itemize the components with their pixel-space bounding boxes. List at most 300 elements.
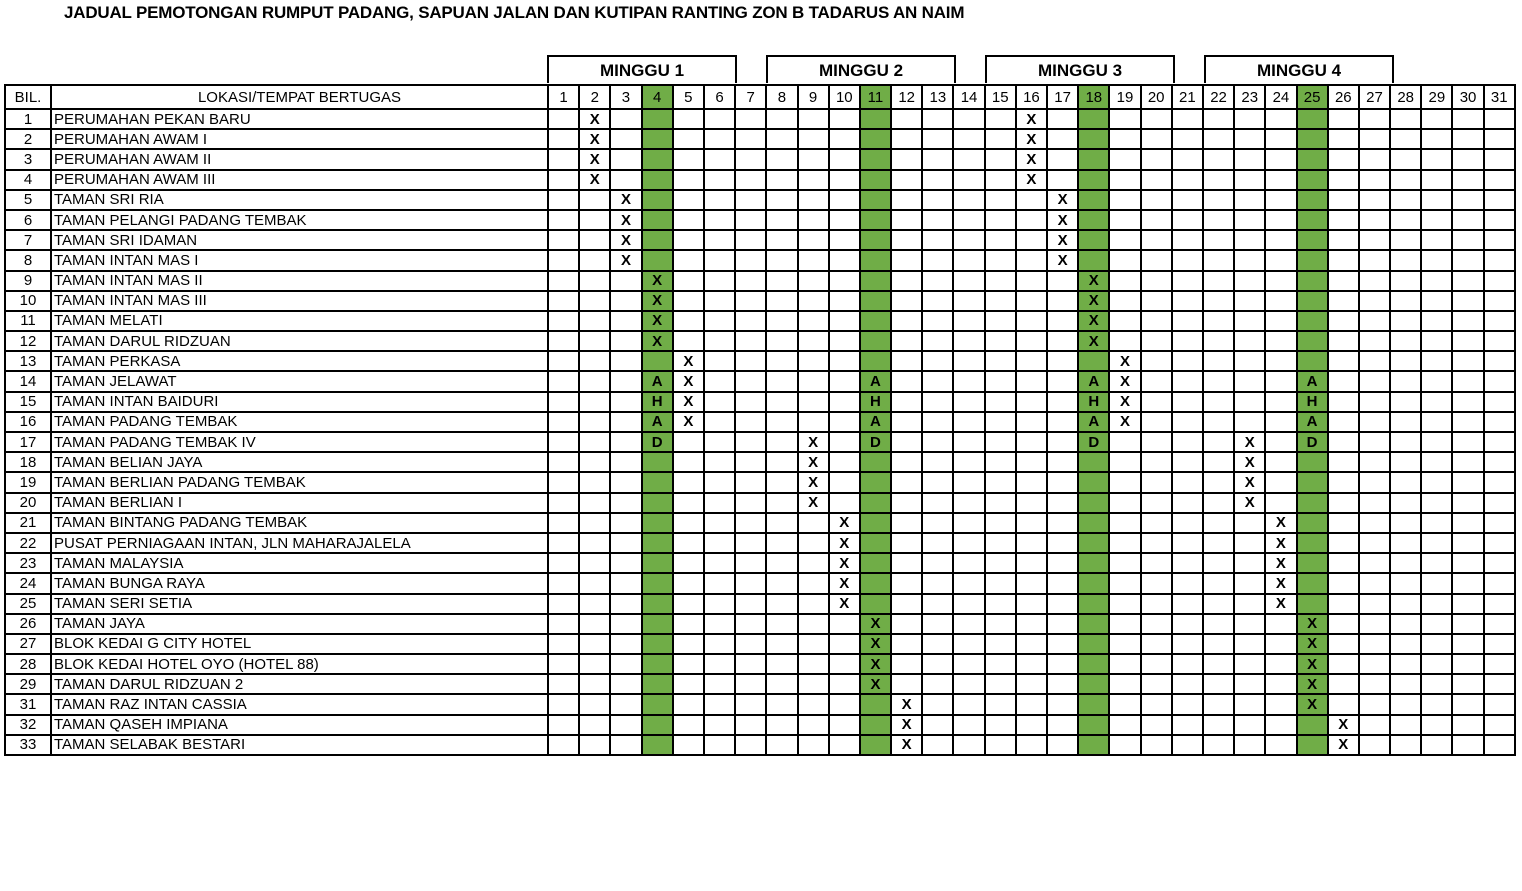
day-cell <box>1109 331 1140 351</box>
day-cell <box>1172 311 1203 331</box>
location-name: TAMAN BUNGA RAYA <box>51 573 548 593</box>
day-cell <box>1047 735 1078 755</box>
location-name: TAMAN INTAN BAIDURI <box>51 392 548 412</box>
table-row <box>5 594 1515 614</box>
day-cell <box>642 250 673 270</box>
day-cell <box>1016 432 1047 452</box>
day-cell <box>953 694 984 714</box>
day-cell <box>1265 109 1296 129</box>
day-cell <box>1047 392 1078 412</box>
day-cell <box>1141 190 1172 210</box>
day-cell <box>829 291 860 311</box>
day-cell <box>922 573 953 593</box>
day-cell <box>1234 715 1265 735</box>
day-cell <box>953 573 984 593</box>
schedule-mark: X <box>1234 432 1265 452</box>
day-cell <box>891 371 922 391</box>
day-cell <box>1203 553 1234 573</box>
day-cell <box>673 271 704 291</box>
day-cell <box>1078 694 1109 714</box>
day-cell <box>1297 533 1328 553</box>
location-name: PERUMAHAN AWAM I <box>51 129 548 149</box>
day-cell <box>1328 392 1359 412</box>
day-cell <box>735 452 766 472</box>
day-cell <box>1234 371 1265 391</box>
day-cell <box>860 573 891 593</box>
day-cell <box>1078 170 1109 190</box>
day-cell <box>1109 634 1140 654</box>
day-cell <box>673 533 704 553</box>
day-cell <box>1328 634 1359 654</box>
day-cell <box>579 291 610 311</box>
day-cell <box>891 674 922 694</box>
day-cell <box>766 331 797 351</box>
day-cell <box>642 553 673 573</box>
day-cell <box>1328 573 1359 593</box>
day-cell <box>985 250 1016 270</box>
day-cell <box>985 513 1016 533</box>
day-cell <box>548 513 579 533</box>
day-cell <box>829 715 860 735</box>
day-cell <box>735 210 766 230</box>
day-cell <box>1016 735 1047 755</box>
day-cell <box>891 594 922 614</box>
day-cell <box>1016 351 1047 371</box>
location-name: TAMAN BELIAN JAYA <box>51 452 548 472</box>
day-cell <box>579 694 610 714</box>
day-cell <box>735 634 766 654</box>
day-cell <box>673 109 704 129</box>
day-cell <box>704 452 735 472</box>
day-cell <box>953 190 984 210</box>
day-cell <box>798 573 829 593</box>
day-cell <box>922 432 953 452</box>
day-header-26: 26 <box>1328 85 1359 109</box>
day-cell <box>1016 291 1047 311</box>
day-cell <box>673 472 704 492</box>
day-cell <box>798 230 829 250</box>
day-cell <box>985 230 1016 250</box>
day-cell <box>1172 129 1203 149</box>
day-header-30: 30 <box>1452 85 1483 109</box>
row-number: 31 <box>5 694 51 714</box>
day-cell <box>1016 331 1047 351</box>
day-header-7: 7 <box>735 85 766 109</box>
day-cell <box>610 331 641 351</box>
day-cell <box>548 553 579 573</box>
day-cell <box>548 674 579 694</box>
day-cell <box>1109 594 1140 614</box>
day-cell <box>548 594 579 614</box>
day-cell <box>985 331 1016 351</box>
day-cell <box>548 250 579 270</box>
day-cell <box>642 614 673 634</box>
day-cell <box>1452 109 1483 129</box>
day-cell <box>891 149 922 169</box>
day-cell <box>704 250 735 270</box>
day-cell <box>829 392 860 412</box>
day-cell <box>922 311 953 331</box>
day-cell <box>829 190 860 210</box>
location-name: TAMAN RAZ INTAN CASSIA <box>51 694 548 714</box>
day-cell <box>1078 109 1109 129</box>
day-cell <box>829 170 860 190</box>
day-cell <box>891 533 922 553</box>
day-cell <box>704 715 735 735</box>
row-number: 3 <box>5 149 51 169</box>
day-cell <box>1016 230 1047 250</box>
day-cell <box>1016 694 1047 714</box>
day-cell <box>1234 230 1265 250</box>
day-cell <box>1234 674 1265 694</box>
day-cell <box>1016 493 1047 513</box>
day-cell <box>1141 149 1172 169</box>
day-cell <box>1359 432 1390 452</box>
day-cell <box>1047 432 1078 452</box>
day-cell <box>766 412 797 432</box>
schedule-mark: X <box>829 513 860 533</box>
day-cell <box>1047 573 1078 593</box>
day-cell <box>610 634 641 654</box>
day-cell <box>1203 170 1234 190</box>
day-header-14: 14 <box>953 85 984 109</box>
day-cell <box>1390 513 1421 533</box>
day-cell <box>985 210 1016 230</box>
day-cell <box>548 533 579 553</box>
day-cell <box>829 331 860 351</box>
day-cell <box>1297 250 1328 270</box>
day-cell <box>548 230 579 250</box>
day-cell <box>1452 331 1483 351</box>
day-cell <box>860 271 891 291</box>
day-cell <box>1016 553 1047 573</box>
day-cell <box>1297 493 1328 513</box>
day-cell <box>1078 735 1109 755</box>
day-cell <box>1421 715 1452 735</box>
day-cell <box>610 392 641 412</box>
day-cell <box>1359 472 1390 492</box>
day-cell <box>1421 230 1452 250</box>
day-cell <box>1328 533 1359 553</box>
day-cell <box>1203 371 1234 391</box>
day-cell <box>1421 250 1452 270</box>
day-cell <box>1141 351 1172 371</box>
day-cell <box>1390 412 1421 432</box>
day-cell <box>953 735 984 755</box>
schedule-mark: A <box>860 412 891 432</box>
day-cell <box>548 493 579 513</box>
day-cell <box>953 654 984 674</box>
day-cell <box>766 210 797 230</box>
table-row <box>5 533 1515 553</box>
day-cell <box>922 331 953 351</box>
day-cell <box>1078 553 1109 573</box>
schedule-mark: X <box>798 472 829 492</box>
day-cell <box>1047 674 1078 694</box>
day-cell <box>673 715 704 735</box>
day-cell <box>642 230 673 250</box>
schedule-mark: H <box>1297 392 1328 412</box>
week-1-header: MINGGU 1 <box>547 55 737 83</box>
day-cell <box>1109 553 1140 573</box>
location-name: PERUMAHAN AWAM III <box>51 170 548 190</box>
day-cell <box>1047 654 1078 674</box>
day-cell <box>829 371 860 391</box>
day-cell <box>1141 614 1172 634</box>
schedule-mark: X <box>642 271 673 291</box>
schedule-mark: A <box>1078 371 1109 391</box>
day-cell <box>1234 170 1265 190</box>
day-cell <box>1421 392 1452 412</box>
day-cell <box>1484 694 1515 714</box>
day-cell <box>1203 654 1234 674</box>
day-cell <box>953 594 984 614</box>
day-cell <box>735 129 766 149</box>
day-cell <box>766 149 797 169</box>
schedule-mark: X <box>1265 553 1296 573</box>
location-name: TAMAN SRI RIA <box>51 190 548 210</box>
day-cell <box>1328 351 1359 371</box>
day-cell <box>1141 452 1172 472</box>
day-cell <box>953 392 984 412</box>
schedule-mark: X <box>1234 493 1265 513</box>
day-cell <box>1452 694 1483 714</box>
day-cell <box>1109 573 1140 593</box>
day-cell <box>1390 614 1421 634</box>
row-number: 20 <box>5 493 51 513</box>
schedule-mark: X <box>860 634 891 654</box>
day-cell <box>1265 472 1296 492</box>
schedule-table <box>4 84 1516 756</box>
day-cell <box>1359 614 1390 634</box>
day-cell <box>673 634 704 654</box>
day-cell <box>1172 472 1203 492</box>
day-cell <box>1328 331 1359 351</box>
day-cell <box>1234 190 1265 210</box>
schedule-mark: X <box>1328 715 1359 735</box>
day-cell <box>1265 250 1296 270</box>
day-cell <box>704 190 735 210</box>
day-cell <box>1203 694 1234 714</box>
schedule-mark: X <box>1328 735 1359 755</box>
day-cell <box>1359 331 1390 351</box>
day-cell <box>829 674 860 694</box>
day-header-18: 18 <box>1078 85 1109 109</box>
day-cell <box>922 250 953 270</box>
day-cell <box>1047 271 1078 291</box>
day-cell <box>1421 594 1452 614</box>
day-cell <box>1359 371 1390 391</box>
schedule-mark: X <box>1078 271 1109 291</box>
day-cell <box>891 230 922 250</box>
day-cell <box>1452 170 1483 190</box>
day-cell <box>891 210 922 230</box>
day-cell <box>1297 594 1328 614</box>
day-cell <box>1141 291 1172 311</box>
day-cell <box>1078 250 1109 270</box>
day-cell <box>579 190 610 210</box>
day-cell <box>891 271 922 291</box>
location-name: PUSAT PERNIAGAAN INTAN, JLN MAHARAJALELA <box>51 533 548 553</box>
day-cell <box>1421 331 1452 351</box>
day-cell <box>922 735 953 755</box>
day-cell <box>1421 513 1452 533</box>
day-cell <box>1421 291 1452 311</box>
day-cell <box>922 190 953 210</box>
day-cell <box>642 129 673 149</box>
day-cell <box>985 109 1016 129</box>
day-cell <box>704 493 735 513</box>
day-cell <box>1203 674 1234 694</box>
day-cell <box>548 271 579 291</box>
day-header-3: 3 <box>610 85 641 109</box>
schedule-mark: X <box>829 573 860 593</box>
day-cell <box>922 371 953 391</box>
table-row <box>5 452 1515 472</box>
day-cell <box>1047 594 1078 614</box>
day-cell <box>642 472 673 492</box>
day-cell <box>1359 210 1390 230</box>
day-cell <box>1484 513 1515 533</box>
schedule-mark: X <box>829 533 860 553</box>
day-cell <box>766 250 797 270</box>
day-cell <box>798 190 829 210</box>
schedule-mark: X <box>673 412 704 432</box>
day-cell <box>1203 735 1234 755</box>
day-cell <box>1141 694 1172 714</box>
day-cell <box>1265 654 1296 674</box>
table-row <box>5 735 1515 755</box>
schedule-mark: X <box>642 311 673 331</box>
day-cell <box>1484 250 1515 270</box>
day-cell <box>642 149 673 169</box>
day-cell <box>1359 533 1390 553</box>
row-number: 17 <box>5 432 51 452</box>
day-cell <box>704 533 735 553</box>
day-cell <box>1452 634 1483 654</box>
day-cell <box>1359 452 1390 472</box>
day-cell <box>610 351 641 371</box>
day-cell <box>1390 170 1421 190</box>
day-header-4: 4 <box>642 85 673 109</box>
day-cell <box>1078 654 1109 674</box>
day-cell <box>766 129 797 149</box>
schedule-mark: X <box>860 614 891 634</box>
day-header-8: 8 <box>766 85 797 109</box>
day-cell <box>579 573 610 593</box>
day-cell <box>1078 452 1109 472</box>
day-cell <box>1172 594 1203 614</box>
schedule-mark: X <box>1016 170 1047 190</box>
day-cell <box>1203 230 1234 250</box>
day-cell <box>1297 109 1328 129</box>
day-cell <box>1234 351 1265 371</box>
day-cell <box>922 472 953 492</box>
schedule-mark: X <box>1265 573 1296 593</box>
day-cell <box>829 210 860 230</box>
day-cell <box>704 412 735 432</box>
day-cell <box>1328 674 1359 694</box>
day-cell <box>1141 311 1172 331</box>
day-cell <box>642 452 673 472</box>
table-row <box>5 271 1515 291</box>
day-header-22: 22 <box>1203 85 1234 109</box>
day-cell <box>891 452 922 472</box>
day-cell <box>985 594 1016 614</box>
day-cell <box>1234 573 1265 593</box>
day-cell <box>673 674 704 694</box>
schedule-mark: X <box>642 331 673 351</box>
day-header-20: 20 <box>1141 85 1172 109</box>
day-cell <box>1203 149 1234 169</box>
day-cell <box>1328 432 1359 452</box>
day-cell <box>1297 170 1328 190</box>
table-row <box>5 614 1515 634</box>
day-cell <box>642 594 673 614</box>
day-cell <box>798 735 829 755</box>
day-cell <box>704 432 735 452</box>
day-cell <box>829 230 860 250</box>
day-cell <box>1141 493 1172 513</box>
schedule-mark: X <box>798 432 829 452</box>
day-cell <box>735 432 766 452</box>
day-cell <box>1109 210 1140 230</box>
schedule-mark: X <box>1297 654 1328 674</box>
schedule-mark: D <box>1297 432 1328 452</box>
schedule-mark: X <box>891 735 922 755</box>
day-cell <box>673 493 704 513</box>
day-cell <box>610 654 641 674</box>
day-cell <box>1203 533 1234 553</box>
day-cell <box>735 250 766 270</box>
location-name: TAMAN BERLIAN PADANG TEMBAK <box>51 472 548 492</box>
day-cell <box>829 654 860 674</box>
day-cell <box>610 432 641 452</box>
day-cell <box>1390 452 1421 472</box>
day-cell <box>766 351 797 371</box>
day-cell <box>1484 371 1515 391</box>
day-cell <box>1484 230 1515 250</box>
day-header-24: 24 <box>1265 85 1296 109</box>
day-cell <box>1109 513 1140 533</box>
day-cell <box>985 614 1016 634</box>
day-cell <box>1109 109 1140 129</box>
day-cell <box>1109 735 1140 755</box>
day-cell <box>673 614 704 634</box>
row-number: 28 <box>5 654 51 674</box>
day-cell <box>1421 190 1452 210</box>
day-cell <box>1203 513 1234 533</box>
day-cell <box>1141 634 1172 654</box>
day-cell <box>1141 533 1172 553</box>
day-cell <box>735 472 766 492</box>
day-cell <box>1172 331 1203 351</box>
day-cell <box>1359 654 1390 674</box>
bil-header: BIL. <box>5 85 51 109</box>
day-cell <box>891 331 922 351</box>
day-cell <box>579 271 610 291</box>
day-cell <box>610 513 641 533</box>
day-cell <box>1328 149 1359 169</box>
day-cell <box>1203 614 1234 634</box>
day-cell <box>766 230 797 250</box>
day-cell <box>766 614 797 634</box>
day-cell <box>579 674 610 694</box>
table-row <box>5 311 1515 331</box>
day-cell <box>1047 311 1078 331</box>
table-row <box>5 573 1515 593</box>
day-cell <box>798 553 829 573</box>
